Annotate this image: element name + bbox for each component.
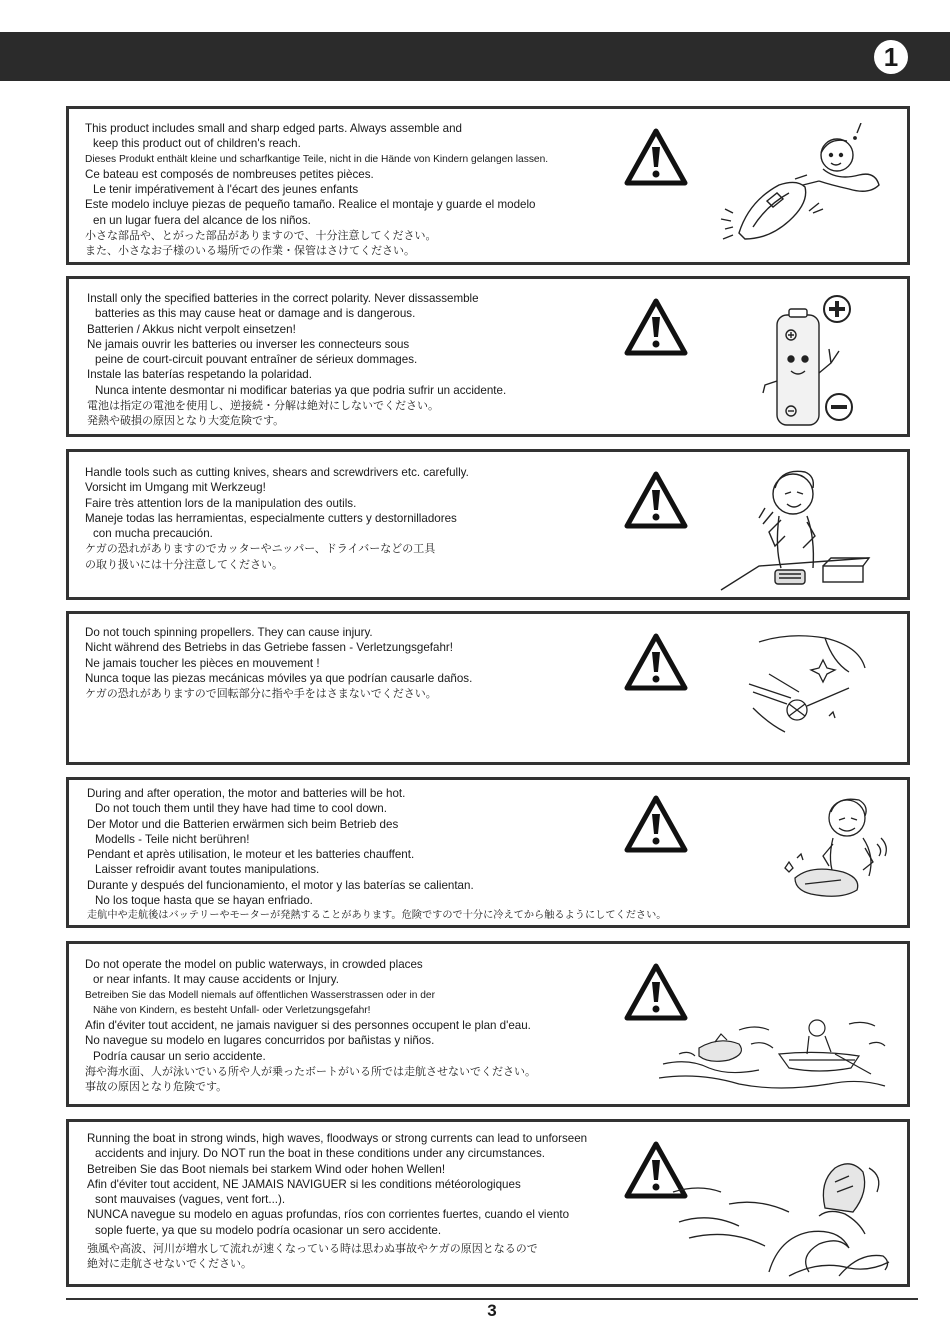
warning-box-rough-conditions (66, 1119, 910, 1287)
text-line: Le tenir impérativement à l'écart des jeunes enfants (93, 183, 359, 197)
text-line: Durante y después del funcionamiento, el motor y las baterías se calientan. (87, 878, 474, 892)
warning-box-public-waterways (66, 941, 910, 1107)
text-line: During and after operation, the motor and batteries will be hot. (87, 787, 406, 800)
crowded-water-illustration (659, 1014, 889, 1098)
text-line: 事故の原因となり危険です。 (85, 1080, 228, 1094)
warning-triangle-icon (623, 127, 689, 187)
propeller-hand-illustration (729, 628, 879, 738)
text-line: 絶対に走航させないでください。 (87, 1257, 252, 1271)
text-line: No los toque hasta que se hayan enfriado. (95, 894, 313, 908)
text-line: 電池は指定の電池を使用し、逆接続・分解は絶対にしないでください。 (87, 399, 439, 413)
text-line: Modells - Teile nicht berühren! (95, 832, 250, 846)
warning-text (87, 786, 667, 924)
text-line: peine de court-circuit pouvant entraîner de sérieux dommages. (95, 353, 418, 367)
step-number-badge: 1 (874, 40, 908, 74)
warning-text (85, 625, 625, 701)
text-line: 小さな部品や、とがった部品がありますので、十分注意してください。 (85, 229, 437, 243)
text-line: Nicht während des Betriebs in das Getriebe fassen - Verletzungsgefahr! (85, 641, 453, 655)
text-line: Do not touch them until they have had time to cool down. (95, 802, 387, 816)
text-line: sont mauvaises (vagues, vent fort...). (95, 1193, 286, 1207)
text-line: Handle tools such as cutting knives, shears and screwdrivers etc. carefully. (85, 466, 469, 479)
text-line: ケガの恐れがありますのでカッターやニッパー、ドライバーなどの工具 (85, 542, 436, 556)
text-line: This product includes small and sharp edged parts. Always assemble and (85, 122, 463, 135)
text-line: Betreiben Sie das Modell niemals auf öffentlichen Wasserstrassen oder in der (85, 989, 435, 1001)
person-with-tools-illustration (719, 458, 879, 594)
text-line: Faire très attention lors de la manipulation des outils. (85, 496, 357, 510)
warning-text (85, 465, 625, 572)
text-line: 発熱や破損の原因となり大変危険です。 (87, 414, 285, 428)
header-bar (0, 32, 950, 81)
rough-water-illustration (669, 1152, 894, 1282)
footer-rule (66, 1298, 918, 1300)
warning-box-tools (66, 449, 910, 600)
text-line: Nunca intente desmontar ni modificar baterias ya que podria sufrir un accidente. (95, 383, 507, 397)
text-line: Nähe von Kindern, es besteht Unfall- oder Verletzungsgefahr! (93, 1004, 371, 1016)
text-line: Do not touch spinning propellers. They can cause injury. (85, 626, 373, 639)
warning-triangle-icon (623, 794, 689, 854)
text-line: 走航中や走航後はバッテリーやモーターが発熱することがあります。危険ですので十分に冷えてから触るようにしてください。 (87, 910, 667, 922)
text-line: 強風や高波、河川が増水して流れが速くなっている時は思わぬ事故やケガの原因となるので (87, 1242, 538, 1256)
text-line: en un lugar fuera del alcance de los niños. (93, 213, 311, 227)
text-line: ケガの恐れがありますので回転部分に指や手をはさまないでください。 (85, 687, 437, 701)
text-line: Betreiben Sie das Boot niemals bei starkem Wind oder hohen Wellen! (87, 1162, 446, 1176)
baby-boat-illustration (719, 123, 894, 253)
text-line: Ne jamais ouvrir les batteries ou inverser les connecteurs sous (87, 337, 410, 351)
text-line: 海や海水面、人が泳いでいる所や人が乗ったボートがいる所では走航させないでください。 (85, 1065, 536, 1079)
warning-text (87, 291, 627, 429)
text-line: Dieses Produkt enthält kleine und scharfkantige Teile, nicht in die Hände von Kindern gelangen lassen. (85, 153, 549, 165)
text-line: Running the boat in strong winds, high waves, floodways or strong currents can lead to unforseen (87, 1132, 588, 1145)
hot-boat-illustration (781, 792, 891, 910)
text-line: accidents and injury. Do NOT run the boat in these conditions under any circumstances. (95, 1147, 546, 1161)
text-line: Pendant et après utilisation, le moteur et les batteries chauffent. (87, 848, 415, 862)
text-line: Laisser refroidir avant toutes manipulations. (95, 863, 320, 877)
warning-triangle-icon (623, 962, 689, 1022)
warning-box-small-parts (66, 106, 910, 265)
text-line: Vorsicht im Umgang mit Werkzeug! (85, 481, 266, 495)
warning-triangle-icon (623, 470, 689, 530)
text-line: Ce bateau est composés de nombreuses petites pièces. (85, 167, 374, 181)
text-line: Ne jamais toucher les pièces en mouvement ! (85, 656, 320, 670)
text-line: また、小さなお子様のいる場所での作業・保管はさけてください。 (85, 244, 415, 258)
text-line: con mucha precaución. (93, 527, 213, 541)
warning-text (87, 1131, 627, 1272)
text-line: Der Motor und die Batterien erwärmen sich beim Betrieb des (87, 817, 399, 831)
warning-triangle-icon (623, 632, 689, 692)
page-number: 3 (487, 1301, 497, 1320)
text-line: keep this product out of children's reach. (93, 137, 301, 151)
warning-text (85, 121, 625, 259)
text-line: sople fuerte, ya que su modelo podría ocasionar un sero accidente. (95, 1223, 442, 1237)
battery-character-illustration (759, 289, 879, 431)
text-line: Maneje todas las herramientas, especialmente cutters y destornilladores (85, 511, 457, 525)
warning-triangle-icon (623, 297, 689, 357)
text-line: batteries as this may cause heat or damage and is dangerous. (95, 307, 416, 321)
text-line: Podría causar un serio accidente. (93, 1049, 266, 1063)
text-line: Afin d'éviter tout accident, NE JAMAIS NAVIGUER si les conditions météorologiques (87, 1177, 521, 1191)
text-line: or near infants. It may cause accidents or Injury. (93, 973, 339, 987)
text-line: の取り扱いには十分注意してください。 (85, 557, 283, 571)
text-line: No navegue su modelo en lugares concurridos por bañistas y niños. (85, 1034, 435, 1048)
text-line: NUNCA navegue su modelo en aguas profundas, ríos con corrientes fuertes, cuando el viento (87, 1208, 570, 1222)
text-line: Instale las baterías respetando la polaridad. (87, 368, 312, 382)
warning-box-heat (66, 777, 910, 928)
warning-box-batteries (66, 276, 910, 437)
text-line: Do not operate the model on public waterways, in crowded places (85, 958, 423, 971)
warning-text (85, 957, 625, 1095)
warning-box-propellers (66, 611, 910, 765)
text-line: Nunca toque las piezas mecánicas móviles ya que podrían causarle daños. (85, 671, 473, 685)
text-line: Install only the specified batteries in the correct polarity. Never dissassemble (87, 292, 479, 305)
text-line: Afin d'éviter tout accident, ne jamais naviguer si des personnes occupent le plan d'eau. (85, 1019, 531, 1033)
text-line: Batterien / Akkus nicht verpolt einsetzen! (87, 322, 296, 336)
text-line: Este modelo incluye piezas de pequeño tamaño. Realice el montaje y guarde el modelo (85, 198, 536, 212)
